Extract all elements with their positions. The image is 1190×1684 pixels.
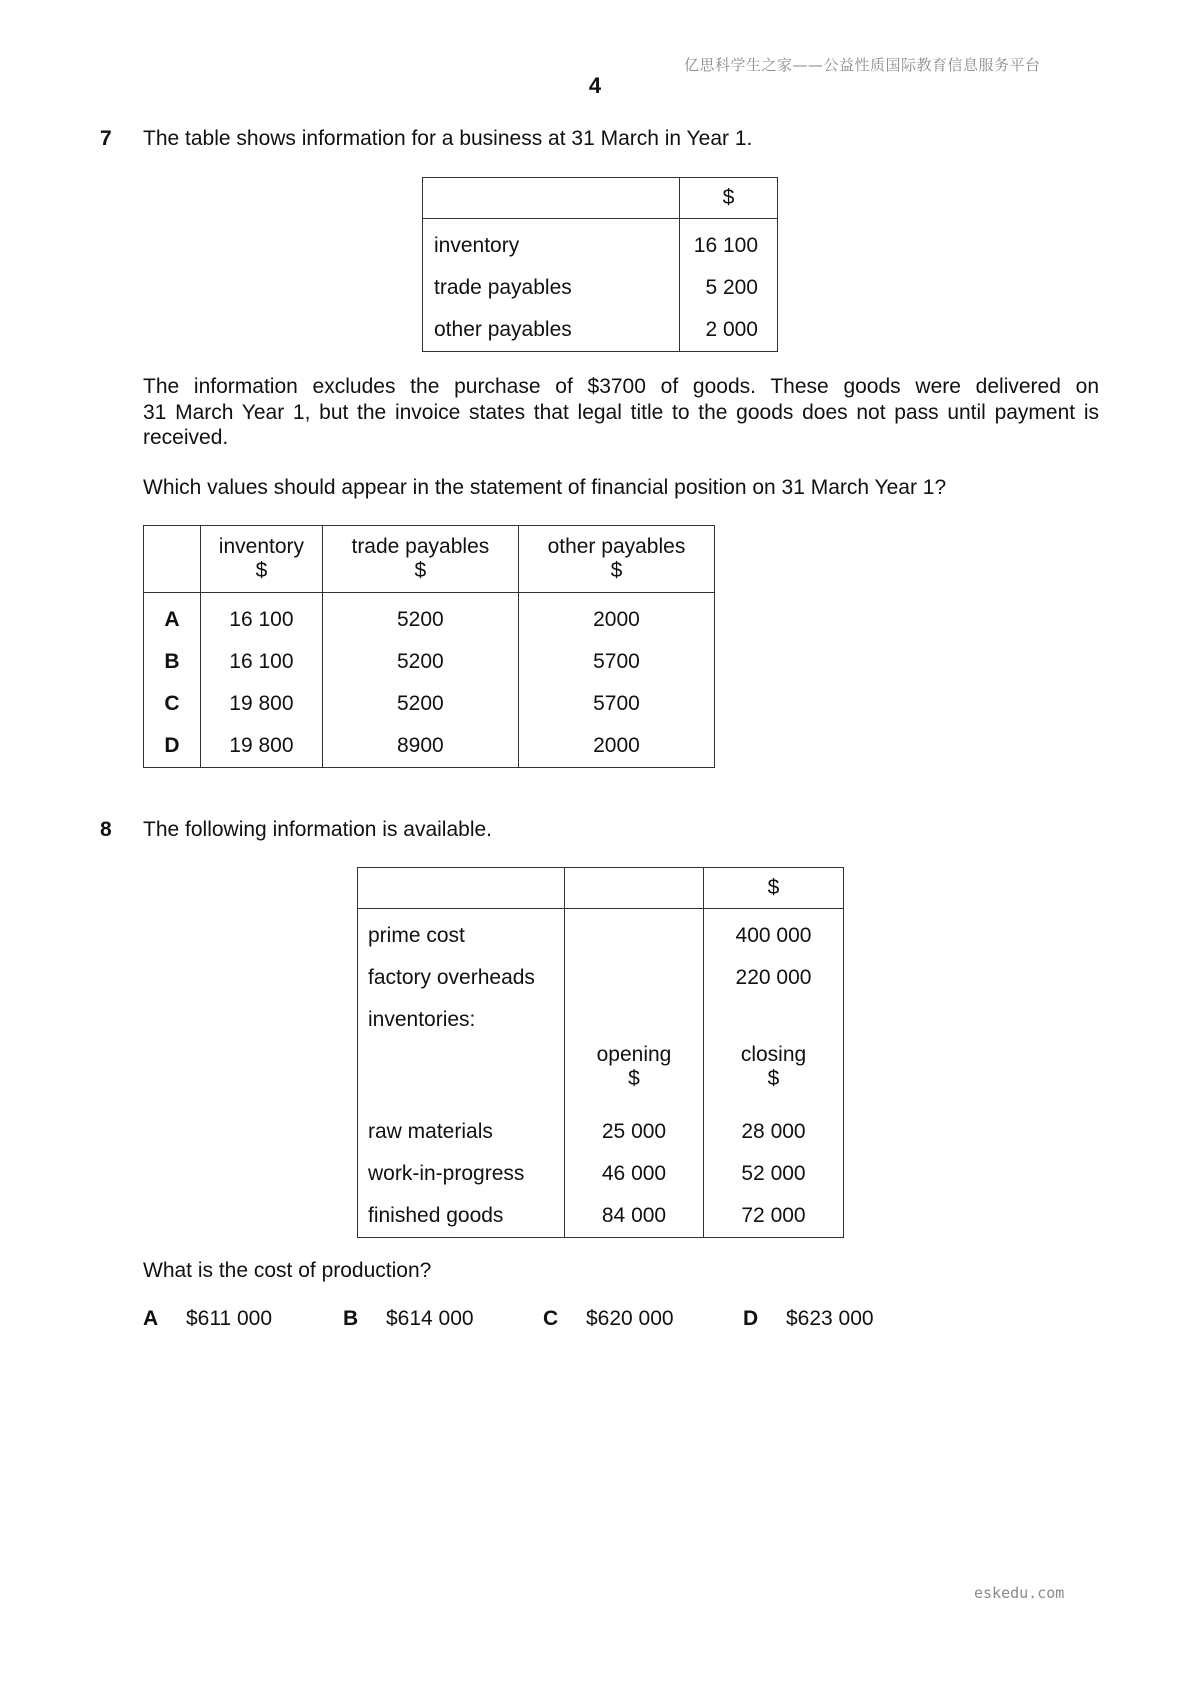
table-row <box>358 1111 844 1153</box>
cell-opening: 84 000 <box>565 1195 704 1238</box>
footer-site-text: eskedu.com <box>974 1584 1065 1602</box>
row-value: 400 000 <box>704 909 844 958</box>
cell-trade-payables: 5200 <box>322 593 518 642</box>
option-letter: A <box>164 608 180 631</box>
question-8-intro: The following information is available. <box>143 818 493 841</box>
table-row <box>144 593 715 642</box>
row-label: finished goods <box>368 1204 504 1227</box>
question-8-number: 8 <box>100 818 112 841</box>
row-label: other payables <box>434 318 572 341</box>
table-header-row <box>358 868 844 909</box>
row-label: prime cost <box>368 924 465 947</box>
option-letter: B <box>164 650 180 673</box>
cell-trade-payables: 8900 <box>322 725 518 768</box>
cell-opening: 25 000 <box>565 1111 704 1153</box>
column-header: other payables $ <box>518 526 714 593</box>
table-row <box>358 1153 844 1195</box>
q7-options-table <box>143 525 715 768</box>
table-row <box>144 725 715 768</box>
cell-other-payables: 5700 <box>518 641 714 683</box>
table-row <box>423 267 778 309</box>
option-letter: D <box>164 734 180 757</box>
cell-other-payables: 2000 <box>518 725 714 768</box>
question-7-intro: The table shows information for a business at 31 March in Year 1. <box>143 127 753 150</box>
question-7-number: 7 <box>100 127 112 150</box>
sub-header-row <box>358 1041 844 1111</box>
dollar-header: $ <box>704 868 844 909</box>
cell-trade-payables: 5200 <box>322 683 518 725</box>
dollar-header: $ <box>680 178 778 219</box>
cell-closing: 72 000 <box>704 1195 844 1238</box>
question-7-text: Which values should appear in the statement of financial position on 31 March Year 1? <box>143 476 947 499</box>
paragraph-line: received. <box>143 426 229 449</box>
answer-option-d: D $623 000 <box>743 1307 874 1330</box>
table-header-row <box>423 178 778 219</box>
table-row <box>358 957 844 999</box>
paragraph-line: The information excludes the purchase of $3700 of goods. These goods were delivered on <box>143 375 1099 398</box>
cell-closing: 28 000 <box>704 1111 844 1153</box>
page-number: 4 <box>588 73 602 98</box>
row-label: raw materials <box>368 1120 493 1143</box>
q7-paragraph <box>143 374 1099 451</box>
row-label: work-in-progress <box>368 1162 525 1185</box>
question-8-text: What is the cost of production? <box>143 1259 432 1282</box>
cell-other-payables: 2000 <box>518 593 714 642</box>
row-label: inventory <box>434 234 520 257</box>
row-value: 2 000 <box>680 309 778 352</box>
answer-option-c: C $620 000 <box>543 1307 674 1330</box>
column-header: trade payables $ <box>322 526 518 593</box>
cell-inventory: 19 800 <box>201 725 323 768</box>
q8-info-table <box>357 867 844 1238</box>
answer-option-a: A $611 000 <box>143 1307 273 1330</box>
column-header: inventory $ <box>201 526 323 593</box>
cell-trade-payables: 5200 <box>322 641 518 683</box>
cell-other-payables: 5700 <box>518 683 714 725</box>
answer-option-b: B $614 000 <box>343 1307 474 1330</box>
cell-opening: 46 000 <box>565 1153 704 1195</box>
table-row <box>144 641 715 683</box>
row-label: trade payables <box>434 276 572 299</box>
q8-answer-options <box>143 1307 1043 1337</box>
table-row <box>144 683 715 725</box>
table-row <box>423 309 778 352</box>
row-value: 220 000 <box>704 957 844 999</box>
opening-header: opening $ <box>565 1041 704 1111</box>
cell-inventory: 16 100 <box>201 641 323 683</box>
paragraph-line: 31 March Year 1, but the invoice states that legal title to the goods does not pass until payment is <box>143 400 1099 424</box>
table-header-row <box>144 526 715 593</box>
table-row <box>358 909 844 958</box>
table-row <box>358 999 844 1041</box>
row-label: inventories: <box>368 1008 476 1031</box>
row-value: 16 100 <box>680 219 778 268</box>
q7-info-table <box>422 177 778 352</box>
row-value: 5 200 <box>680 267 778 309</box>
table-row <box>358 1195 844 1238</box>
option-letter: C <box>164 692 180 715</box>
row-label: factory overheads <box>368 966 535 989</box>
watermark-text: 亿思科学生之家——公益性质国际教育信息服务平台 <box>684 56 1041 74</box>
closing-header: closing $ <box>704 1041 844 1111</box>
cell-closing: 52 000 <box>704 1153 844 1195</box>
cell-inventory: 19 800 <box>201 683 323 725</box>
table-row <box>423 219 778 268</box>
cell-inventory: 16 100 <box>201 593 323 642</box>
